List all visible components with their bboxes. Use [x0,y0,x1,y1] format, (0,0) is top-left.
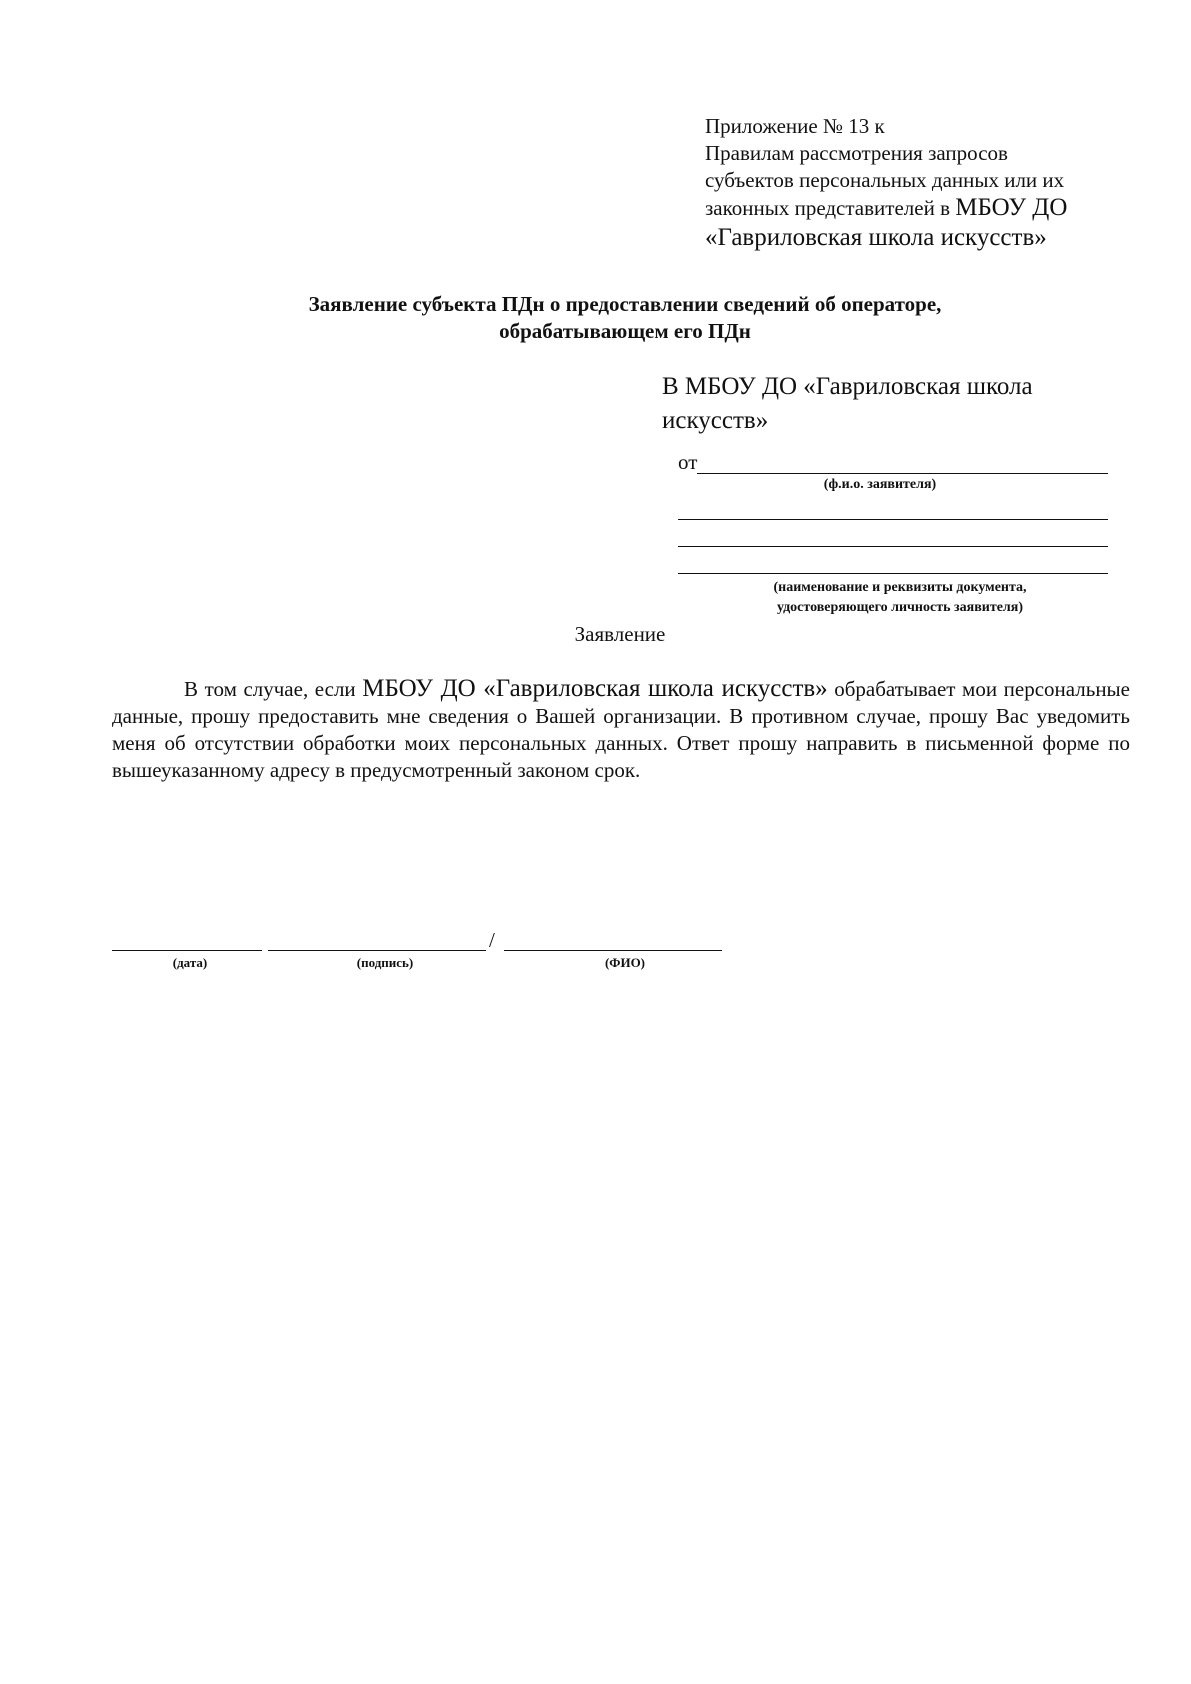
applicant-name-line [697,453,1108,474]
document-details-line-3 [678,573,1108,574]
addressee-line-2: искусств» [662,407,769,434]
signature-caption: (подпись) [356,955,414,970]
statement-body-org: МБОУ ДО «Гавриловская школа искусств» [362,675,828,702]
applicant-name-caption: (ф.и.о. заявителя) [823,477,937,492]
appendix-line-4-prefix: законных представителей в [705,196,956,220]
appendix-line-1: Приложение № 13 к [705,114,885,138]
document-details-caption-line-2: удостоверяющего личность заявителя) [776,600,1024,615]
appendix-line-5: «Гавриловская школа искусств» [705,224,1047,251]
document-details-caption-line-1: (наименование и реквизиты документа, [773,580,1027,595]
document-details-line-2 [678,546,1108,547]
date-caption: (дата) [172,955,208,970]
appendix-line-4 [705,194,1155,222]
document-title-line-1: Заявление субъекта ПДн о предоставлении сведений об операторе, [308,292,942,316]
addressee-line-1: В МБОУ ДО «Гавриловская школа [662,373,1033,400]
statement-body [112,675,1130,784]
document-details-line-1 [678,519,1108,520]
document-details-caption [690,578,1110,618]
document-title [110,291,1140,345]
from-label: от [678,450,698,474]
signature-line [268,950,486,951]
appendix-line-4-org: МБОУ ДО [955,194,1068,221]
addressee-block [662,370,1132,438]
document-title-line-2: обрабатывающем его ПДн [499,319,751,343]
statement-label: Заявление [574,622,666,646]
appendix-line-2: Правилам рассмотрения запросов [705,141,1008,165]
signature-slash: / [489,928,495,952]
statement-body-part-2: обрабатывает мои персональные данные, прошу предоставить мне сведения о Вашей организации. В противном случае, прошу Вас уведомить меня об отсутствии обработки моих персональных данных. Ответ прошу направить в письменной форме по вышеуказанному адресу в предусмотренный законом срок. [112,677,1130,782]
fio-signature-line [504,950,722,951]
fio-caption: (ФИО) [604,955,646,970]
statement-body-part-1: В том случае, если [184,677,363,701]
from-field [678,446,1108,474]
date-signature-line [112,950,262,951]
appendix-line-3: субъектов персональных данных или их [705,168,1065,192]
appendix-block [705,113,1155,254]
